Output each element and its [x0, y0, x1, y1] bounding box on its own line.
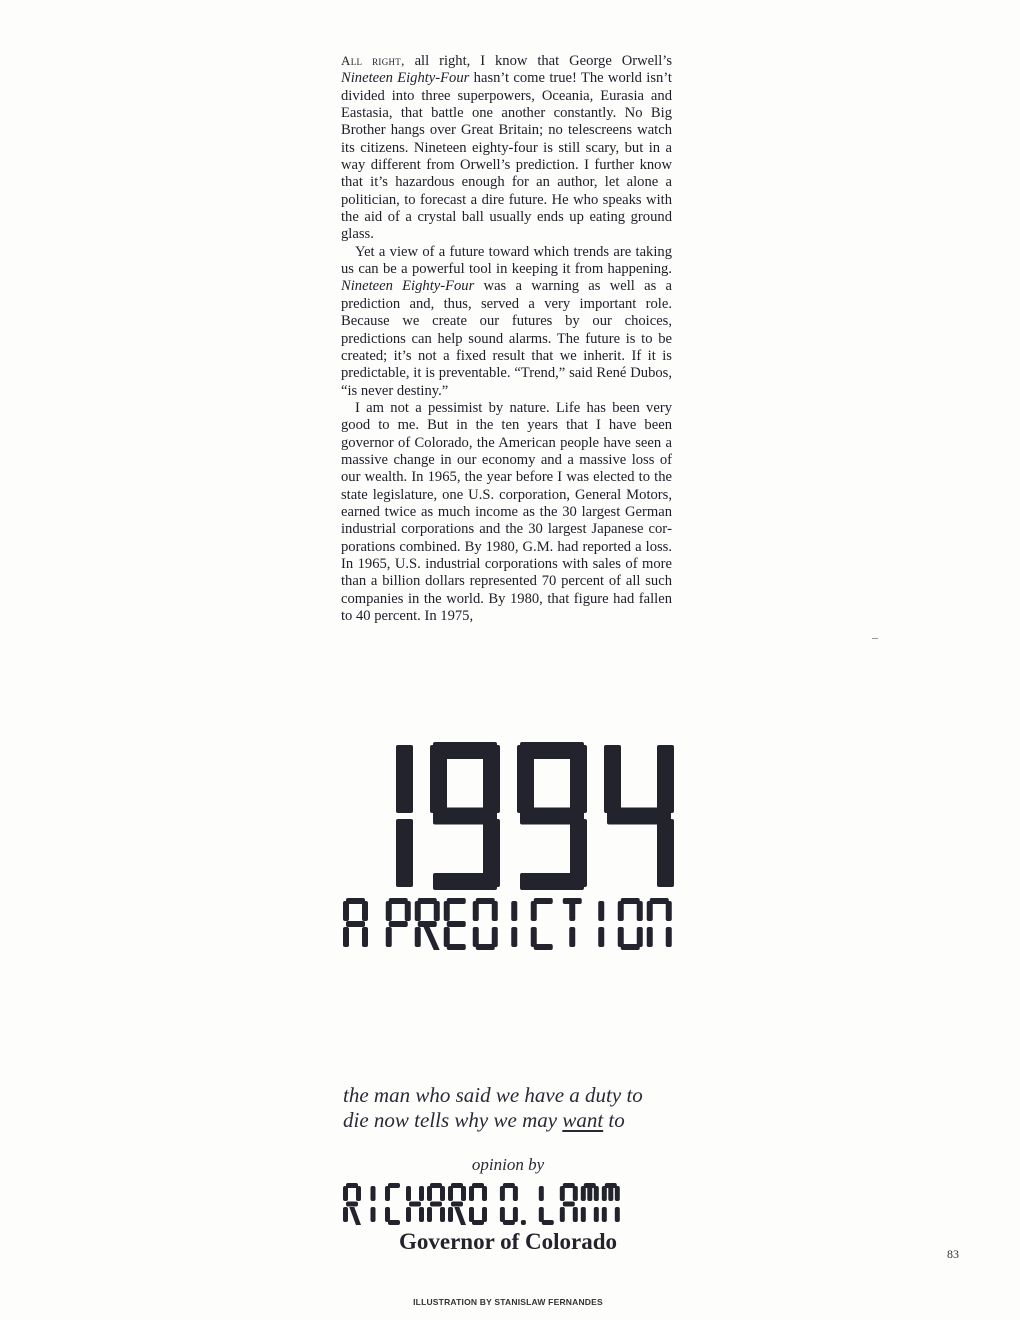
year-digit-4 [604, 745, 674, 887]
year-digit-9 [517, 742, 587, 890]
author-letter-a [427, 1183, 445, 1222]
tagline [343, 1083, 683, 1133]
author-letter-i [371, 1186, 376, 1222]
author-letter-r [448, 1183, 466, 1225]
subtitle-letter-c [531, 898, 553, 950]
author-letter-c [385, 1183, 400, 1225]
opinion-by-label: opinion by [471, 1155, 545, 1174]
subtitle-letter-i [511, 901, 517, 947]
author-letter-dot [521, 1220, 526, 1225]
book-title: Nineteen Eighty-Four [341, 70, 470, 87]
subtitle-letter-n [647, 898, 672, 947]
subtitle-letter-r [415, 898, 440, 950]
margin-mark [872, 638, 878, 639]
author-role: Governor of Colorado [398, 1229, 618, 1254]
underlined-word: want [562, 1108, 604, 1132]
author-letter-a [560, 1183, 578, 1222]
author-letter-m [581, 1183, 599, 1222]
author-letter-l [539, 1186, 554, 1225]
year-digits [396, 742, 674, 890]
tagline-line-2: die now tells why we may want to [343, 1108, 625, 1132]
subtitle-letters [343, 898, 672, 950]
author-letter-h [406, 1186, 424, 1222]
subtitle-letter-e [444, 898, 466, 950]
author-letter-r [343, 1183, 361, 1225]
page-number: 83 [947, 1247, 959, 1261]
author-letters [343, 1183, 620, 1225]
subtitle-letter-a [343, 898, 368, 947]
subtitle-letter-t [563, 898, 582, 947]
author-letter-d [500, 1183, 518, 1225]
year-digit-9 [430, 742, 500, 890]
subtitle-letter-o [618, 898, 643, 950]
paragraph-3: I am not a pessimist by nature. Life has been very good to me. But in the ten years that I have been governor of Colorado, the American people have seen a massive change in our economy and a massive loss of our wealth. In 1965, the year before I was elected to the state legislature, one U.S. corporation, General Motors, earned twice as much income as the 30 largest German industrial corporations and the 30 largest Japanese corporations combined. By 1980, G.M. had reported a loss. In 1965, U.S. industrial corporations with sales of more than a billion dollars represented 70 percent of all such companies in the world. By 1980, that figure had fallen to 40 percent. In 1975, [341, 399, 672, 624]
tagline-line-1: the man who said we have a duty to [343, 1083, 643, 1107]
author-letter-m [602, 1183, 620, 1222]
book-title: Nineteen Eighty-Four [341, 278, 475, 295]
lead-in: All right, [341, 53, 405, 68]
year-digit-1 [396, 745, 413, 887]
author-letter-d [469, 1183, 487, 1225]
subtitle-letter-p [386, 898, 411, 947]
paragraph-1: All right, all right, I know that George Orwell’s Nineteen Eighty-Four hasn’t come true! The world isn’t divided into three superpowers, Oceania, Eurasia and Eastasia, that battle one another constantly. No Big Brother hangs over Great Britain; no telescreens watch its citizens. Nineteen eighty-four is still scary, but in a way different from Orwell’s prediction. I further know that it’s hazardous enough for an author, let alone a politician, to forecast a dire future. He who speaks with the aid of a crystal ball usually ends up eating ground glass. [341, 53, 672, 243]
paragraph-2: Yet a view of a future toward which trends are taking us can be a powerful tool in keeping it from happening. Nineteen Eighty-Four was a warning as well as a prediction and, thus, served a very important role. Because we create our futures by our choices, predictions can help sound alarms. The future is to be created; it’s not a fixed result that we inherit. If it is predictable, it is preventable. “Trend,” said René Dubos, “is never destiny.” [341, 243, 672, 399]
subtitle-letter-i [598, 901, 604, 947]
illustration-credit: ILLUSTRATION BY STANISLAW FERNANDES [413, 1297, 603, 1307]
subtitle-letter-d [473, 898, 498, 950]
